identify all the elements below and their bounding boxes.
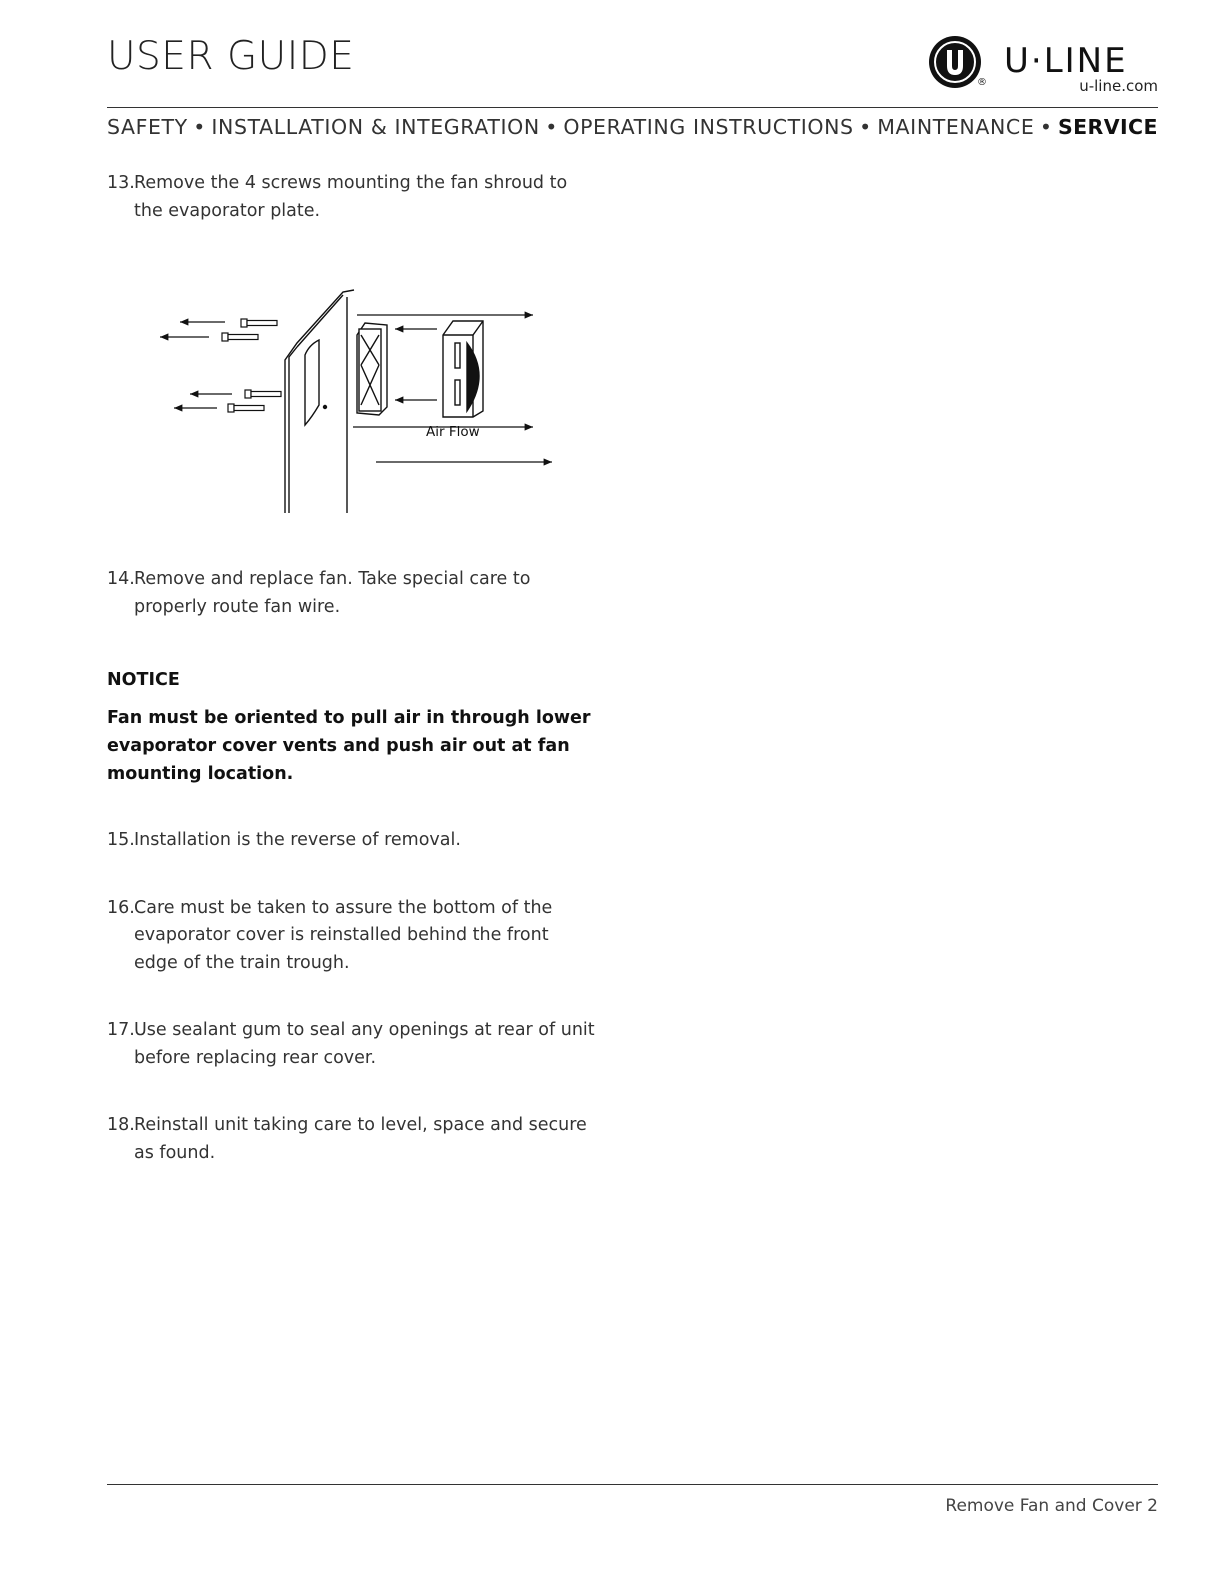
step-text: Installation is the reverse of removal. xyxy=(134,830,461,850)
step-text: Reinstall unit taking care to level, space and secure as found. xyxy=(134,1115,587,1163)
airflow-label: Air Flow xyxy=(426,424,480,440)
fan-removal-diagram xyxy=(147,265,607,515)
notice-body: Fan must be oriented to pull air in through lower evaporator cover vents and push air out at fan mounting location. xyxy=(107,708,591,784)
nav-separator: • xyxy=(1039,115,1053,139)
page-title: USER GUIDE xyxy=(107,34,355,79)
step-16 xyxy=(107,895,597,978)
section-nav xyxy=(107,115,1158,139)
nav-separator: • xyxy=(545,115,558,139)
fan-diagram-illustration xyxy=(147,265,607,515)
step-number: 13. xyxy=(107,173,135,193)
main-content xyxy=(107,170,597,1167)
nav-separator: • xyxy=(859,115,872,139)
step-14 xyxy=(107,566,597,621)
header-divider xyxy=(107,107,1158,108)
step-number: 17. xyxy=(107,1020,135,1040)
step-text: Remove the 4 screws mounting the fan shroud to the evaporator plate. xyxy=(134,173,568,221)
step-number: 15. xyxy=(107,830,135,850)
brand-wordmark: U·LINE xyxy=(1004,41,1128,81)
nav-separator: • xyxy=(193,115,206,139)
notice-heading: NOTICE xyxy=(107,670,180,690)
nav-item-service[interactable]: SERVICE xyxy=(1057,115,1158,139)
nav-item-installation[interactable]: INSTALLATION & INTEGRATION xyxy=(211,115,540,139)
step-17 xyxy=(107,1017,597,1072)
step-18 xyxy=(107,1112,597,1167)
registered-mark: ® xyxy=(977,77,987,88)
step-number: 14. xyxy=(107,569,135,589)
nav-item-maintenance[interactable]: MAINTENANCE xyxy=(877,115,1035,139)
brand-logo[interactable] xyxy=(928,35,1160,97)
step-15 xyxy=(107,827,597,855)
nav-item-safety[interactable]: SAFETY xyxy=(107,115,188,139)
footer-divider xyxy=(107,1484,1158,1485)
page-footer-label: Remove Fan and Cover 2 xyxy=(945,1496,1158,1516)
nav-item-operating[interactable]: OPERATING INSTRUCTIONS xyxy=(563,115,854,139)
step-text: Remove and replace fan. Take special care to properly route fan wire. xyxy=(134,569,531,617)
step-13 xyxy=(107,170,597,225)
step-number: 18. xyxy=(107,1115,135,1135)
step-text: Use sealant gum to seal any openings at rear of unit before replacing rear cover. xyxy=(134,1020,595,1068)
step-number: 16. xyxy=(107,897,135,918)
brand-url[interactable]: u-line.com xyxy=(1079,77,1158,95)
u-line-logo-icon xyxy=(928,35,982,89)
step-text: Care must be taken to assure the bottom of the evaporator cover is reinstalled behind the front edge of the train trough. xyxy=(134,897,553,973)
